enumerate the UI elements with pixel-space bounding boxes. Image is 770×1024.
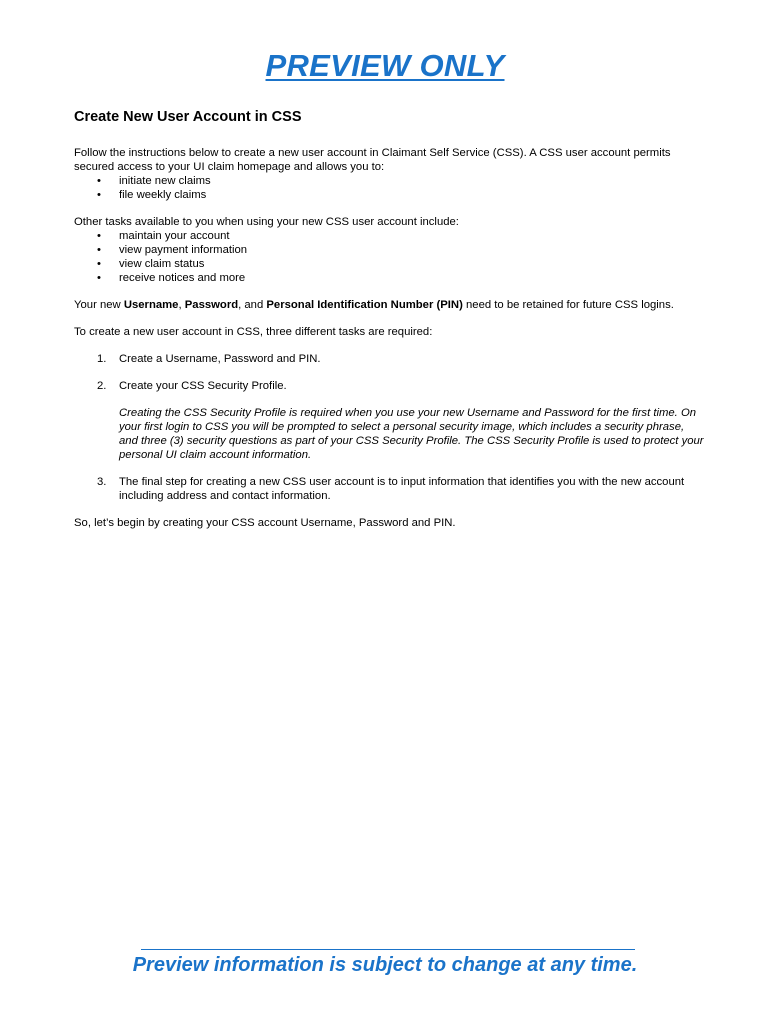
step-number: 3.	[97, 476, 107, 488]
preview-banner-text: PREVIEW ONLY	[265, 48, 505, 83]
step-text: The final step for creating a new CSS user account is to input information that identifies you with the new account including address and contact information.	[119, 476, 685, 502]
other-tasks-paragraph: Other tasks available to you when using your new CSS user account include:	[74, 216, 459, 228]
security-profile-note: Creating the CSS Security Profile is required when you use your new Username and Password for the first time. On your first login to CSS you will be prompted to select a personal security image, which includes a security phrase, and three (3) security questions as part of your CSS Security Profile. The CSS Security Profile is used to protect your personal UI claim account information.	[119, 407, 704, 461]
list-item: • maintain your account	[74, 229, 704, 243]
list-item: • view claim status	[74, 257, 704, 271]
other-tasks-bullet-list	[74, 229, 704, 285]
step-item	[74, 475, 704, 503]
step-text: Create your CSS Security Profile.	[119, 380, 287, 392]
intro-bullet-list	[74, 174, 704, 202]
list-item: • initiate new claims	[74, 174, 704, 188]
footer-disclaimer: Preview information is subject to change at any time.	[132, 954, 638, 976]
password-term: Password	[184, 299, 239, 311]
step-number: 2.	[97, 380, 107, 392]
step-item	[74, 352, 704, 366]
step-text: Create a Username, Password and PIN.	[119, 353, 321, 365]
username-term: Username	[123, 299, 179, 311]
step-number: 1.	[97, 353, 107, 365]
footer-divider	[141, 949, 635, 950]
steps-list	[74, 352, 704, 503]
document-body	[74, 108, 704, 530]
closing-paragraph: So, let’s begin by creating your CSS account Username, Password and PIN.	[74, 517, 456, 529]
page-title: Create New User Account in CSS	[74, 109, 302, 125]
list-item: • receive notices and more	[74, 271, 704, 285]
list-item: • view payment information	[74, 243, 704, 257]
list-item: • file weekly claims	[74, 188, 704, 202]
pin-term: Personal Identification Number (PIN)	[266, 299, 463, 311]
retain-credentials-paragraph: Your new Username, Password, and Personal Identification Number (PIN) need to be retained for future CSS logins.	[74, 299, 674, 311]
intro-paragraph: Follow the instructions below to create a new user account in Claimant Self Service (CSS). A CSS user account permits secured access to your UI claim homepage and allows you to:	[74, 147, 671, 173]
create-intro-paragraph: To create a new user account in CSS, three different tasks are required:	[74, 326, 433, 338]
preview-banner	[0, 48, 770, 84]
step-item	[74, 379, 704, 462]
